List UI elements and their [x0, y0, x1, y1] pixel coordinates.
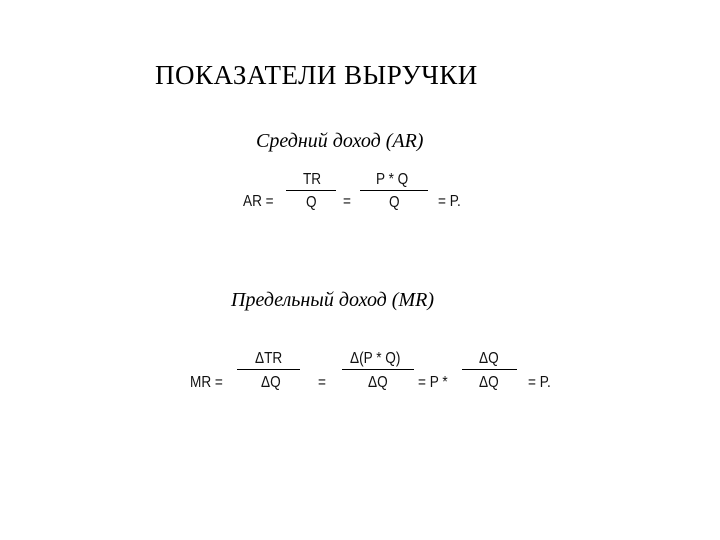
ar-equals-1: = — [343, 193, 351, 210]
mr-numerator-3: ΔQ — [479, 350, 499, 367]
mr-denominator-3: ΔQ — [479, 374, 499, 391]
mr-numerator-2: Δ(P * Q) — [350, 350, 401, 367]
mr-fraction-bar-2 — [342, 369, 414, 370]
mr-fraction-bar-3 — [462, 369, 517, 370]
marginal-revenue-heading: Предельный доход (MR) — [231, 289, 434, 311]
mr-denominator-1: ΔQ — [261, 374, 281, 391]
mr-denominator-2: ΔQ — [368, 374, 388, 391]
ar-fraction-bar-1 — [286, 190, 336, 191]
mr-numerator-1: ΔTR — [255, 350, 283, 367]
mr-result: = P. — [528, 374, 551, 391]
ar-fraction-bar-2 — [360, 190, 428, 191]
ar-numerator-1: TR — [303, 171, 322, 188]
ar-denominator-2: Q — [389, 194, 400, 211]
ar-numerator-2: P * Q — [376, 171, 409, 188]
mr-equals-1: = — [318, 374, 326, 391]
mr-mid: = P * — [418, 374, 448, 391]
ar-lhs: AR = — [243, 193, 274, 210]
page-title: ПОКАЗАТЕЛИ ВЫРУЧКИ — [155, 60, 478, 90]
ar-result: = P. — [438, 193, 461, 210]
ar-denominator-1: Q — [306, 194, 317, 211]
mr-lhs: MR = — [190, 374, 223, 391]
average-revenue-heading: Средний доход (AR) — [256, 130, 424, 152]
mr-fraction-bar-1 — [237, 369, 300, 370]
